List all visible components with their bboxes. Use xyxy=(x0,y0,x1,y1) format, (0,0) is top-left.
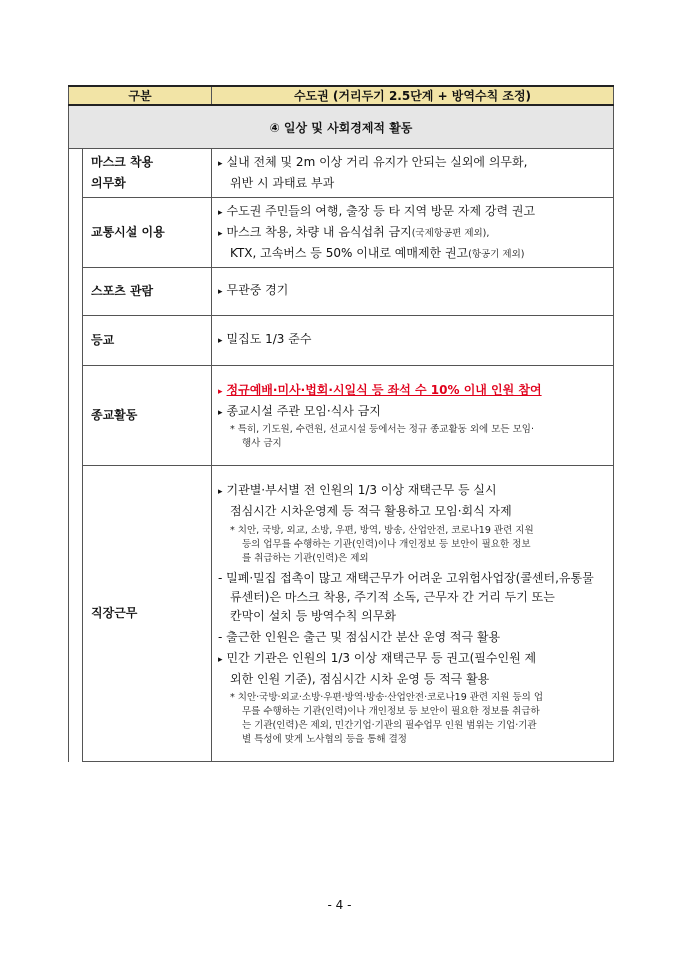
bullet-triangle-icon: ▸ xyxy=(218,229,223,239)
content-cell: ▸ 밀집도 1/3 준수 xyxy=(212,316,614,366)
section-title: ④ 일상 및 사회경제적 활동 xyxy=(69,105,614,149)
content-cell: ▸ 기관별·부서별 전 인원의 1/3 이상 재택근무 등 실시 점심시간 시차운영제 등 적극 활용하고 모임·회식 자제 * 치안, 국방, 외교, 소방, 우편, 방역, 방송, 산업안전, 코로나19 관련 지원 등의 업무를 수행하는 기관(인력)이나 개인정보 등 보안이 필요한 정보 를 취급하는 기관(인력)은 제외 - 밀폐·밀집 접촉이 많고 재택근무가 어려운 고위험사업장(콜센터,유통물 류센터)은 마스크 착용, 주기적 소독, 근무자 간 거리 두기 또는 칸막이 설치 등 방역수칙 의무화 - 출근한 인원은 출근 및 점심시간 분산 운영 적극 활용 ▸ 민간 기관은 인원의 1/3 이상 재택근무 등 권고(필수인원 제 외한 인원 기준), 점심시간 시차 운영 등 적극 활용 * 치안·국방·외교·소방·우편·방역·방송·산업안전·코로나19 관련 지원 등의 업 무를 수행하는 기관(인력)이나 개인정보 등 보안이 필요한 정보를 취급하 는 기관(인력)은 제외, 민간기업·기관의 필수업무 인원 범위는 기업·기관 별 특성에 맞게 노사협의 등을 통해 결정 xyxy=(212,466,614,762)
content-cell: ▸ 수도권 주민들의 여행, 출장 등 타 지역 방문 자제 강력 권고 ▸ 마스크 착용, 차량 내 음식섭취 금지(국제항공편 제외), KTX, 고속버스 등 50% 이내로 예매제한 권고(항공기 제외) xyxy=(212,198,614,268)
table-row xyxy=(69,366,614,466)
category-cell: 종교활동 xyxy=(83,366,212,466)
bullet-triangle-icon: ▸ xyxy=(218,486,223,497)
category-cell: 마스크 착용 의무화 xyxy=(83,149,212,198)
table-header-row xyxy=(69,86,614,105)
table-row xyxy=(69,466,614,762)
bullet-triangle-icon: ▸ xyxy=(218,159,223,169)
category-cell: 직장근무 xyxy=(83,466,212,762)
content-cell: ▸ 무관중 경기 xyxy=(212,268,614,316)
category-cell: 스포츠 관람 xyxy=(83,268,212,316)
bullet-triangle-icon: ▸ xyxy=(218,407,223,418)
bullet-triangle-icon: ▸ xyxy=(218,386,223,397)
content-cell: ▸ 실내 전체 및 2m 이상 거리 유지가 안되는 실외에 의무화, 위반 시 과태료 부과 xyxy=(212,149,614,198)
category-cell: 등교 xyxy=(83,316,212,366)
content-cell: ▸ 정규예배·미사·법회·시일식 등 좌석 수 10% 이내 인원 참여 ▸ 종교시설 주관 모임·식사 금지 * 특히, 기도원, 수련원, 선교시설 등에서는 정규 종교활동 외에 모든 모임· 행사 금지 xyxy=(212,366,614,466)
table-row xyxy=(69,316,614,366)
table-row xyxy=(69,149,614,198)
category-cell: 교통시설 이용 xyxy=(83,198,212,268)
bullet-triangle-icon: ▸ xyxy=(218,654,223,665)
bullet-triangle-icon: ▸ xyxy=(218,208,223,218)
header-region: 수도권 (거리두기 2.5단계 + 방역수칙 조정) xyxy=(212,86,614,105)
section-title-row xyxy=(69,105,614,149)
page-number: - 4 - xyxy=(327,898,352,912)
bullet-triangle-icon: ▸ xyxy=(218,287,223,297)
measures-table xyxy=(68,85,614,762)
header-category: 구분 xyxy=(69,86,212,105)
table-row xyxy=(69,268,614,316)
bullet-triangle-icon: ▸ xyxy=(218,336,223,346)
table-row xyxy=(69,198,614,268)
